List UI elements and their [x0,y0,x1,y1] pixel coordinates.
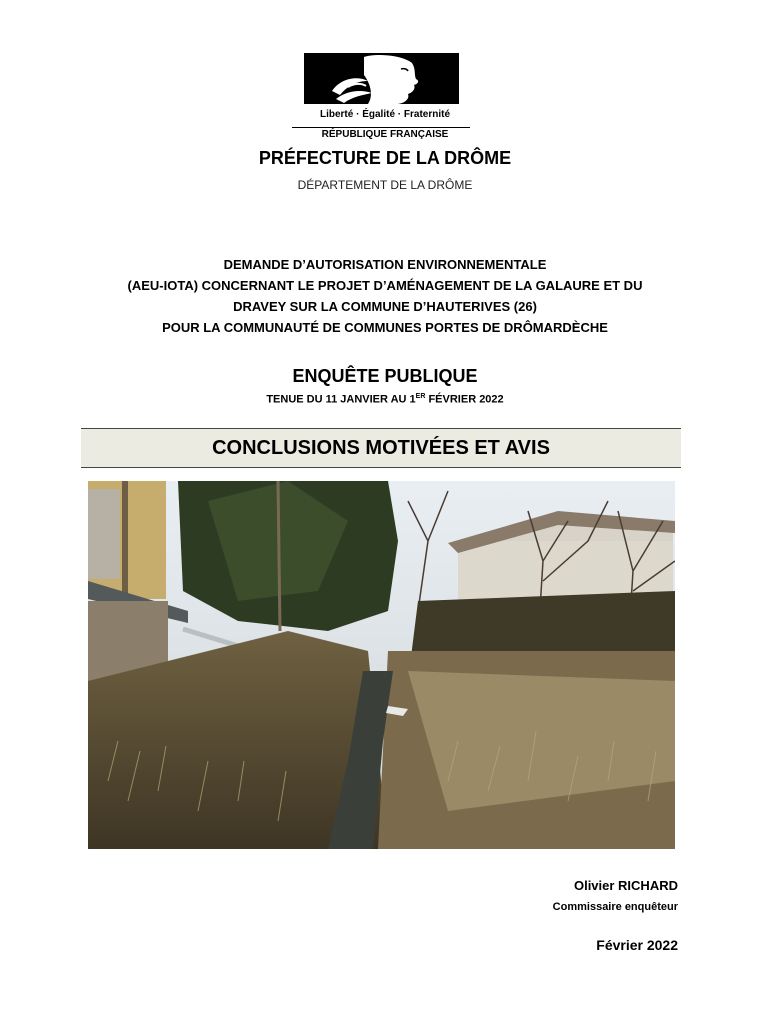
request-line: (AEU-IOTA) CONCERNANT LE PROJET D’AMÉNAGEMENT DE LA GALAURE ET DU [127,278,643,293]
departement-label: DÉPARTEMENT DE LA DRÔME [297,178,473,192]
conclusions-banner [81,428,681,468]
document-date: Février 2022 [596,937,678,953]
dates-prefix: TENUE DU 11 JANVIER AU 1 [266,393,416,406]
republic-motto: Liberté · Égalité · Fraternité [319,109,451,120]
request-title [60,254,710,338]
enquete-dates [0,393,770,406]
prefecture-title: PRÉFECTURE DE LA DRÔME [258,148,512,168]
conclusions-title: CONCLUSIONS MOTIVÉES ET AVIS [212,436,550,459]
request-line: DRAVEY SUR LA COMMUNE D’HAUTERIVES (26) [233,299,537,314]
stream-bed-photo [88,481,675,849]
dates-suffix: FÉVRIER 2022 [425,393,504,406]
dates-superscript: ER [415,393,426,400]
divider [292,127,470,128]
enquete-title: ENQUÊTE PUBLIQUE [292,366,478,386]
request-line: DEMANDE D’AUTORISATION ENVIRONNEMENTALE [223,257,547,272]
marianne-logo [304,53,459,104]
request-line: POUR LA COMMUNAUTÉ DE COMMUNES PORTES DE DRÔMARDÈCHE [162,320,608,335]
republic-label: RÉPUBLIQUE FRANÇAISE [321,129,449,140]
author-name: Olivier RICHARD [573,878,678,893]
author-role: Commissaire enquêteur [552,901,678,913]
